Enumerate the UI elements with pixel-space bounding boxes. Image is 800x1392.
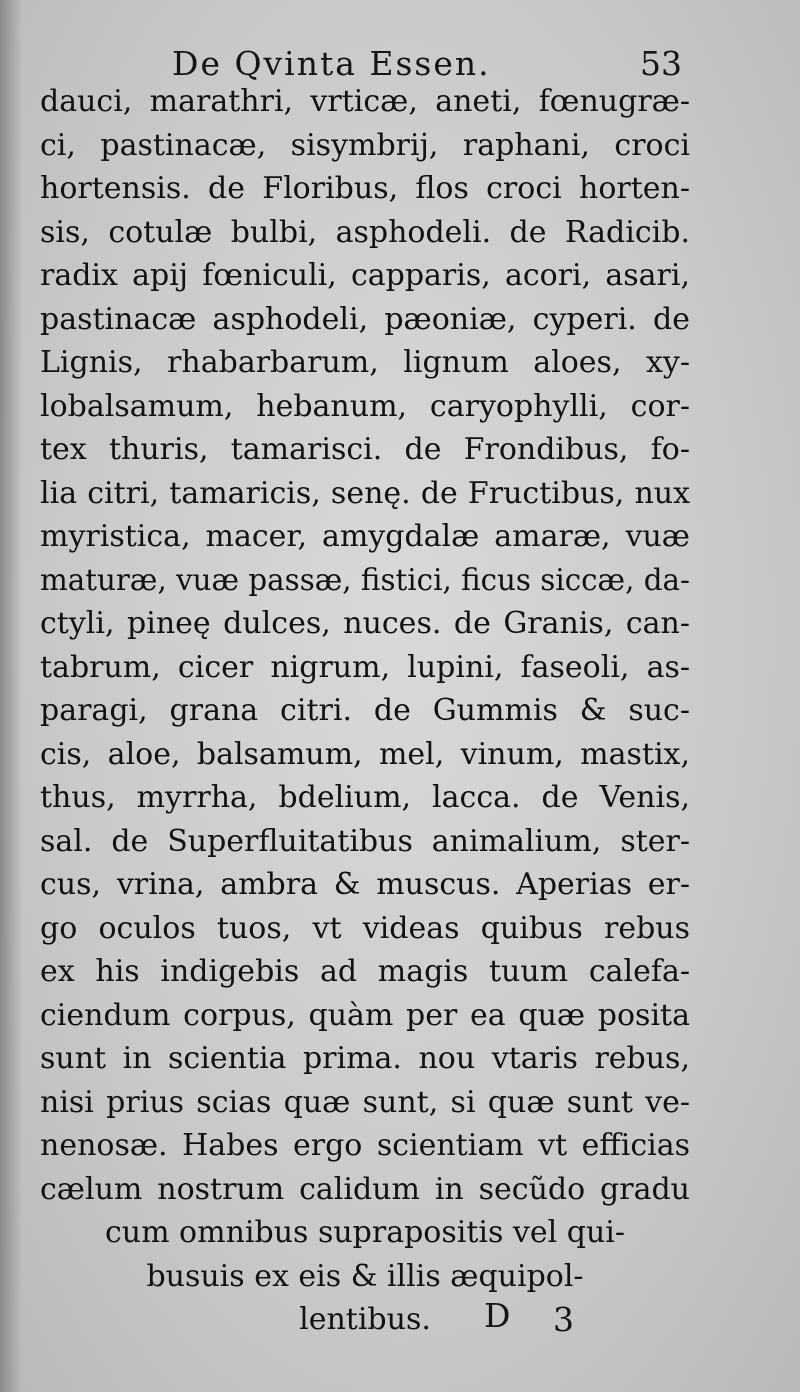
- text-line: pastinacæ asphodeli, pæoniæ, cyperi. de: [40, 301, 690, 337]
- running-title: De Qvinta Essen.: [172, 44, 491, 83]
- text-line: nenosæ. Habes ergo scientiam vt efficias: [40, 1128, 690, 1163]
- text-line: dauci, marathri, vrticæ, aneti, fœnugræ-: [40, 84, 690, 119]
- text-line: cælum nostrum calidum in secũdo gradu: [40, 1171, 690, 1207]
- spine-shadow: [0, 0, 22, 1392]
- text-line: cis, aloe, balsamum, mel, vinum, mastix,: [40, 736, 690, 772]
- signature-mark: D: [484, 1296, 517, 1335]
- page-number: 53: [640, 44, 682, 83]
- text-line: ciendum corpus, quàm per ea quæ posita: [40, 997, 690, 1033]
- closing-line: busuis ex eis & illis æquipol-: [146, 1258, 584, 1294]
- text-line: tex thuris, tamarisci. de Frondibus, fo-: [40, 432, 690, 467]
- text-line: sis, cotulæ bulbi, asphodeli. de Radicib.: [40, 214, 690, 250]
- text-line: maturæ, vuæ passæ, fistici, ficus siccæ, da-: [40, 562, 690, 598]
- text-line: ctyli, pineę dulces, nuces. de Granis, can-: [40, 606, 690, 641]
- body-text: [40, 80, 690, 1342]
- text-line: ex his indigebis ad magis tuum calefa-: [40, 954, 690, 989]
- text-line: go oculos tuos, vt videas quibus rebus: [40, 910, 690, 946]
- text-line: paragi, grana citri. de Gummis & suc-: [40, 693, 690, 728]
- text-line: sal. de Superfluitatibus animalium, ster-: [40, 823, 690, 859]
- text-line: Lignis, rhabarbarum, lignum aloes, xy-: [40, 345, 690, 380]
- text-line: tabrum, cicer nigrum, lupini, faseoli, as-: [40, 649, 690, 685]
- text-line: lobalsamum, hebanum, caryophylli, cor-: [40, 388, 690, 424]
- text-line: hortensis. de Floribus, flos croci horten-: [40, 171, 690, 206]
- text-line: radix apij fœniculi, capparis, acori, asari,: [40, 258, 690, 293]
- text-line: sunt in scientia prima. nou vtaris rebus,: [40, 1041, 690, 1076]
- closing-line: lentibus.: [299, 1302, 431, 1337]
- text-line: cus, vrina, ambra & muscus. Aperias er-: [40, 867, 690, 902]
- text-line: ci, pastinacæ, sisymbrij, raphani, croci: [40, 127, 690, 163]
- signature-number: 3: [553, 1300, 574, 1339]
- text-line: lia citri, tamaricis, senę. de Fructibus, nux: [40, 475, 690, 511]
- text-line: nisi prius scias quæ sunt, si quæ sunt ve-: [40, 1084, 690, 1120]
- closing-line: cum omnibus suprapositis vel qui-: [104, 1215, 626, 1250]
- text-line: thus, myrrha, bdelium, lacca. de Venis,: [40, 780, 690, 815]
- text-line: myristica, macer, amygdalæ amaræ, vuæ: [40, 519, 690, 554]
